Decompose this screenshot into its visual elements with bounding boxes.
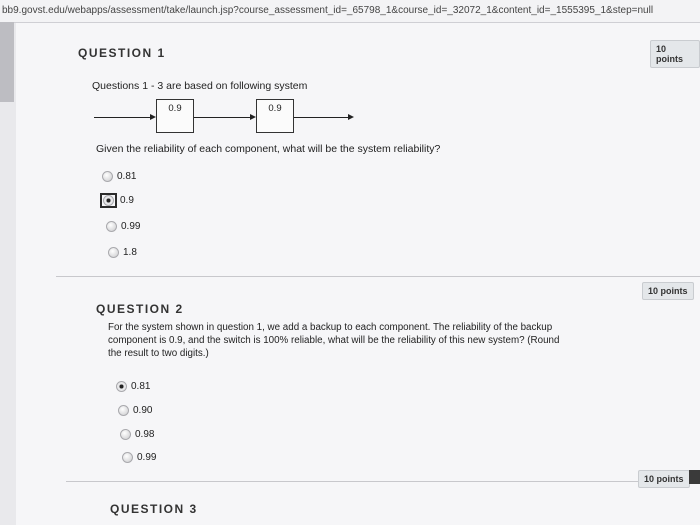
radio-icon[interactable] [120, 429, 131, 440]
question-1-prompt: Given the reliability of each component, what will be the system reliability? [96, 143, 441, 155]
q2-option-3[interactable] [120, 429, 154, 440]
radio-icon[interactable] [106, 221, 117, 232]
question-1-intro: Questions 1 - 3 are based on following system [92, 80, 308, 92]
url-text: bb9.govst.edu/webapps/assessment/take/launch.jsp?course_assessment_id=_65798_1&course_id=_32072_1&content_id=_1555395_1&step=null [2, 5, 654, 16]
q2-option-1[interactable] [116, 381, 150, 392]
q1-option-3[interactable] [106, 221, 140, 232]
question-3-points: 10 points [638, 470, 690, 488]
radio-selected-icon[interactable] [103, 195, 114, 206]
component-2 [256, 99, 294, 133]
q1-option-4-label: 1.8 [123, 247, 137, 258]
q1-option-1[interactable] [102, 171, 136, 182]
system-diagram [94, 97, 364, 139]
question-divider [56, 276, 700, 277]
question-2-prompt-line-1: For the system shown in question 1, we add a backup to each component. The reliability of the backup [108, 322, 553, 333]
radio-icon[interactable] [122, 452, 133, 463]
middle-wire [194, 117, 254, 118]
component-1-label: 0.9 [168, 103, 182, 114]
radio-icon[interactable] [108, 247, 119, 258]
q1-option-1-label: 0.81 [117, 171, 137, 182]
browser-address-bar[interactable] [0, 0, 700, 23]
component-2-label: 0.9 [268, 103, 282, 114]
left-panel-edge [0, 22, 14, 102]
q2-option-2[interactable] [118, 405, 152, 416]
input-wire [94, 117, 154, 118]
q1-option-4[interactable] [108, 247, 137, 258]
q1-option-2-focus[interactable] [100, 193, 117, 208]
scroll-edge [689, 470, 700, 484]
component-1 [156, 99, 194, 133]
q1-option-2[interactable] [100, 193, 134, 208]
q2-option-1-label: 0.81 [131, 381, 151, 392]
q2-option-2-label: 0.90 [133, 405, 153, 416]
radio-selected-icon[interactable] [116, 381, 127, 392]
output-arrow-icon [348, 114, 354, 120]
question-2-prompt-line-2: component is 0.9, and the switch is 100% reliable, what will be the reliability of this new system? (Round [108, 335, 560, 346]
q2-option-4-label: 0.99 [137, 452, 157, 463]
q1-option-2-label: 0.9 [120, 195, 134, 206]
q1-option-3-label: 0.99 [121, 221, 141, 232]
question-1-header: QUESTION 1 [78, 46, 166, 60]
output-wire [294, 117, 352, 118]
question-1-points: 10 points [650, 40, 700, 68]
radio-icon[interactable] [118, 405, 129, 416]
question-2-points: 10 points [642, 282, 694, 300]
question-2-header: QUESTION 2 [96, 302, 184, 316]
question-2-prompt-line-3: the result to two digits.) [108, 348, 209, 359]
radio-icon[interactable] [102, 171, 113, 182]
question-2-prompt [108, 321, 559, 360]
question-divider [66, 481, 700, 482]
question-3-header: QUESTION 3 [110, 502, 198, 516]
assessment-page [16, 23, 700, 525]
q2-option-4[interactable] [122, 452, 156, 463]
q2-option-3-label: 0.98 [135, 429, 155, 440]
